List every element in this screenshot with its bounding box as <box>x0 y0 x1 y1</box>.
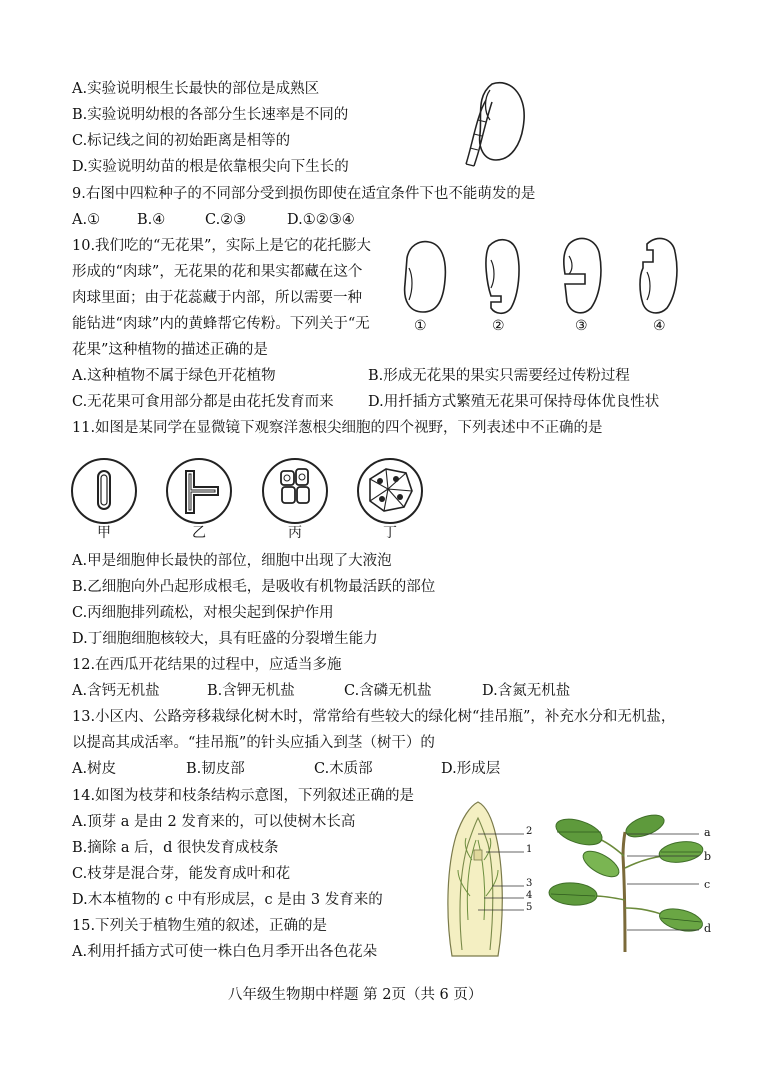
q9-option-a: A.① <box>72 212 101 228</box>
q12-stem: 12.在西瓜开花结果的过程中，应适当多施 <box>72 657 342 673</box>
q14-option-d: D.木本植物的 c 中有形成层，c 是由 3 发育来的 <box>72 892 383 908</box>
root-tip-views-figure <box>70 455 430 527</box>
branch-label-c: c <box>704 878 711 891</box>
branch-label-a: a <box>704 826 711 839</box>
q9-option-c: C.②③ <box>205 212 247 228</box>
q10-option-d: D.用扦插方式繁殖无花果可保持母体优良性状 <box>368 394 660 410</box>
bud-label-2: 2 <box>526 826 533 837</box>
view-label-bing: 丙 <box>288 525 302 541</box>
seed-label-3: ③ <box>575 318 588 334</box>
q14-option-b: B.摘除 a 后，d 很快发育成枝条 <box>72 840 279 856</box>
q14-option-c: C.枝芽是混合芽，能发育成叶和花 <box>72 866 291 882</box>
q8-option-b: B.实验说明幼根的各部分生长速率是不同的 <box>72 107 349 123</box>
q11-option-b: B.乙细胞向外凸起形成根毛，是吸收有机物最活跃的部位 <box>72 579 436 595</box>
q13-stem-line2: 以提高其成活率。“挂吊瓶”的针头应插入到茎（树干）的 <box>72 735 435 751</box>
q8-option-d: D.实验说明幼苗的根是依靠根尖向下生长的 <box>72 159 349 175</box>
q8-option-c: C.标记线之间的初始距离是相等的 <box>72 133 291 149</box>
q13-option-c: C.木质部 <box>314 761 373 777</box>
q9-stem: 9.右图中四粒种子的不同部分受到损伤即使在适宜条件下也不能萌发的是 <box>72 186 536 202</box>
q9-option-d: D.①②③④ <box>287 212 355 228</box>
leafy-branch-figure <box>545 812 705 954</box>
q10-stem-line5: 花果”这种植物的描述正确的是 <box>72 342 268 358</box>
q11-option-a: A.甲是细胞伸长最快的部位，细胞中出现了大液泡 <box>72 553 392 569</box>
seed-label-4: ④ <box>653 318 666 334</box>
q11-stem: 11.如图是某同学在显微镜下观察洋葱根尖细胞的四个视野，下列表述中不正确的是 <box>72 420 603 436</box>
view-label-ding: 丁 <box>383 525 397 541</box>
q9-option-b: B.④ <box>137 212 166 228</box>
bud-label-5: 5 <box>526 902 533 913</box>
seed-label-2: ② <box>492 318 505 334</box>
q14-option-a: A.顶芽 a 是由 2 发育来的，可以使树木长高 <box>72 814 356 830</box>
q10-stem-line3: 肉球里面；由于花蕊藏于内部，所以需要一种 <box>72 290 362 306</box>
q10-stem-line4: 能钻进“肉球”内的黄蜂帮它传粉。下列关于“无 <box>72 316 370 332</box>
q15-option-a: A.利用扦插方式可使一株白色月季开出各色花朵 <box>72 944 378 960</box>
q10-stem-line2: 形成的“肉球”，无花果的花和果实都藏在这个 <box>72 264 363 280</box>
q11-option-d: D.丁细胞细胞核较大，具有旺盛的分裂增生能力 <box>72 631 378 647</box>
bud-label-3: 3 <box>526 878 533 889</box>
bud-label-1: 1 <box>526 844 533 855</box>
branch-bud-section-figure <box>432 800 538 960</box>
q12-option-c: C.含磷无机盐 <box>344 683 432 699</box>
germinating-seed-figure <box>462 76 532 170</box>
view-label-yi: 乙 <box>192 525 206 541</box>
q13-option-b: B.韧皮部 <box>186 761 245 777</box>
q13-option-d: D.形成层 <box>441 761 501 777</box>
seed-label-1: ① <box>414 318 427 334</box>
q10-option-b: B.形成无花果的果实只需要经过传粉过程 <box>368 368 630 384</box>
q10-option-c: C.无花果可食用部分都是由花托发育而来 <box>72 394 334 410</box>
q15-stem: 15.下列关于植物生殖的叙述，正确的是 <box>72 918 328 934</box>
four-seeds-figure <box>395 228 695 338</box>
bud-label-4: 4 <box>526 890 533 901</box>
q13-option-a: A.树皮 <box>72 761 117 777</box>
branch-label-b: b <box>704 850 712 863</box>
q13-stem-line1: 13.小区内、公路旁移栽绿化树木时，常常给有些较大的绿化树“挂吊瓶”，补充水分和无机盐， <box>72 709 676 725</box>
q12-option-a: A.含钙无机盐 <box>72 683 160 699</box>
q14-stem: 14.如图为枝芽和枝条结构示意图，下列叙述正确的是 <box>72 788 415 804</box>
q10-option-a: A.这种植物不属于绿色开花植物 <box>72 368 276 384</box>
page-footer: 八年级生物期中样题 第 2页（共 6 页） <box>228 987 483 1003</box>
q10-stem-line1: 10.我们吃的“无花果”，实际上是它的花托膨大 <box>72 238 371 254</box>
q12-option-d: D.含氮无机盐 <box>482 683 571 699</box>
q11-option-c: C.丙细胞排列疏松，对根尖起到保护作用 <box>72 605 334 621</box>
view-label-jia: 甲 <box>97 525 111 541</box>
branch-label-d: d <box>704 922 712 935</box>
q12-option-b: B.含钾无机盐 <box>207 683 295 699</box>
q8-option-a: A.实验说明根生长最快的部位是成熟区 <box>72 81 320 97</box>
